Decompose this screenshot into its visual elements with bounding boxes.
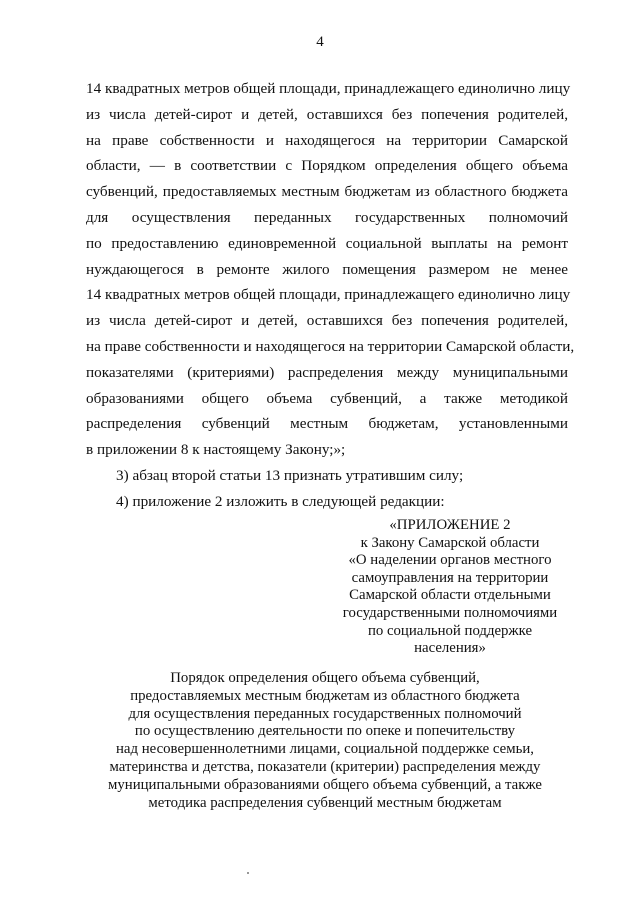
appendix-header-line: государственными полномочиями: [342, 604, 558, 621]
section-title-line: по осуществлению деятельности по опеке и попечительству: [134, 723, 516, 740]
appendix-header-line: «ПРИЛОЖЕНИЕ 2: [389, 517, 511, 533]
section-title-line: муниципальными образованиями общего объема субвенций, а также: [108, 776, 542, 793]
body-line: по предоставлению единовременной социальной выплаты на ремонт: [86, 234, 568, 252]
body-line: образованиями общего объема субвенций, а также методикой: [86, 389, 568, 407]
body-line: распределения субвенций местным бюджетам, установленными: [86, 415, 568, 433]
body-line: на праве собственности и находящегося на территории Самарской: [86, 131, 568, 149]
amendment-item: 4) приложение 2 изложить в следующей редакции:: [116, 492, 445, 510]
section-title-line: для осуществления переданных государственных полномочий: [128, 705, 522, 722]
appendix-header-line: к Закону Самарской области: [360, 534, 540, 551]
section-title-line: над несовершеннолетними лицами, социальной поддержке семьи,: [116, 741, 534, 758]
section-title-line: Порядок определения общего объема субвенций,: [170, 670, 480, 686]
body-line: в приложении 8 к настоящему Закону;»;: [86, 441, 346, 459]
appendix-header-line: самоуправления на территории: [351, 569, 549, 586]
section-title-line: методика распределения субвенций местным бюджетам: [148, 794, 502, 811]
section-title-line: предоставляемых местным бюджетам из областного бюджета: [130, 687, 520, 704]
body-line: из числа детей-сирот и детей, оставшихся без попечения родителей,: [86, 105, 568, 123]
body-line: на праве собственности и находящегося на территории Самарской области,: [86, 337, 575, 355]
appendix-header: [335, 517, 565, 658]
section-title: [60, 670, 590, 812]
amendment-item: 3) абзац второй статьи 13 признать утратившим силу;: [116, 466, 464, 484]
body-text: [86, 76, 575, 515]
body-line: 14 квадратных метров общей площади, принадлежащего единолично лицу: [86, 80, 571, 97]
body-line: для осуществления переданных государственных полномочий: [86, 208, 568, 226]
body-line: 14 квадратных метров общей площади, принадлежащего единолично лицу: [86, 286, 571, 304]
section-title-line: материнства и детства, показатели (критерии) распределения между: [109, 758, 541, 775]
body-line: показателями (критериями) распределения между муниципальными: [86, 363, 568, 381]
page-number: 4: [316, 34, 324, 50]
body-line: из числа детей-сирот и детей, оставшихся без попечения родителей,: [86, 312, 568, 330]
scan-speck: [247, 872, 249, 874]
appendix-header-line: Самарской области отдельными: [349, 587, 551, 604]
appendix-header-line: «О наделении органов местного: [348, 552, 552, 569]
body-line: области, — в соответствии с Порядком определения общего объема: [86, 157, 568, 175]
appendix-header-line: населения»: [414, 640, 486, 657]
body-line: субвенций, предоставляемых местным бюджетам из областного бюджета: [86, 183, 568, 201]
appendix-header-line: по социальной поддержке: [367, 622, 533, 639]
body-line: нуждающегося в ремонте жилого помещения размером не менее: [86, 260, 568, 278]
